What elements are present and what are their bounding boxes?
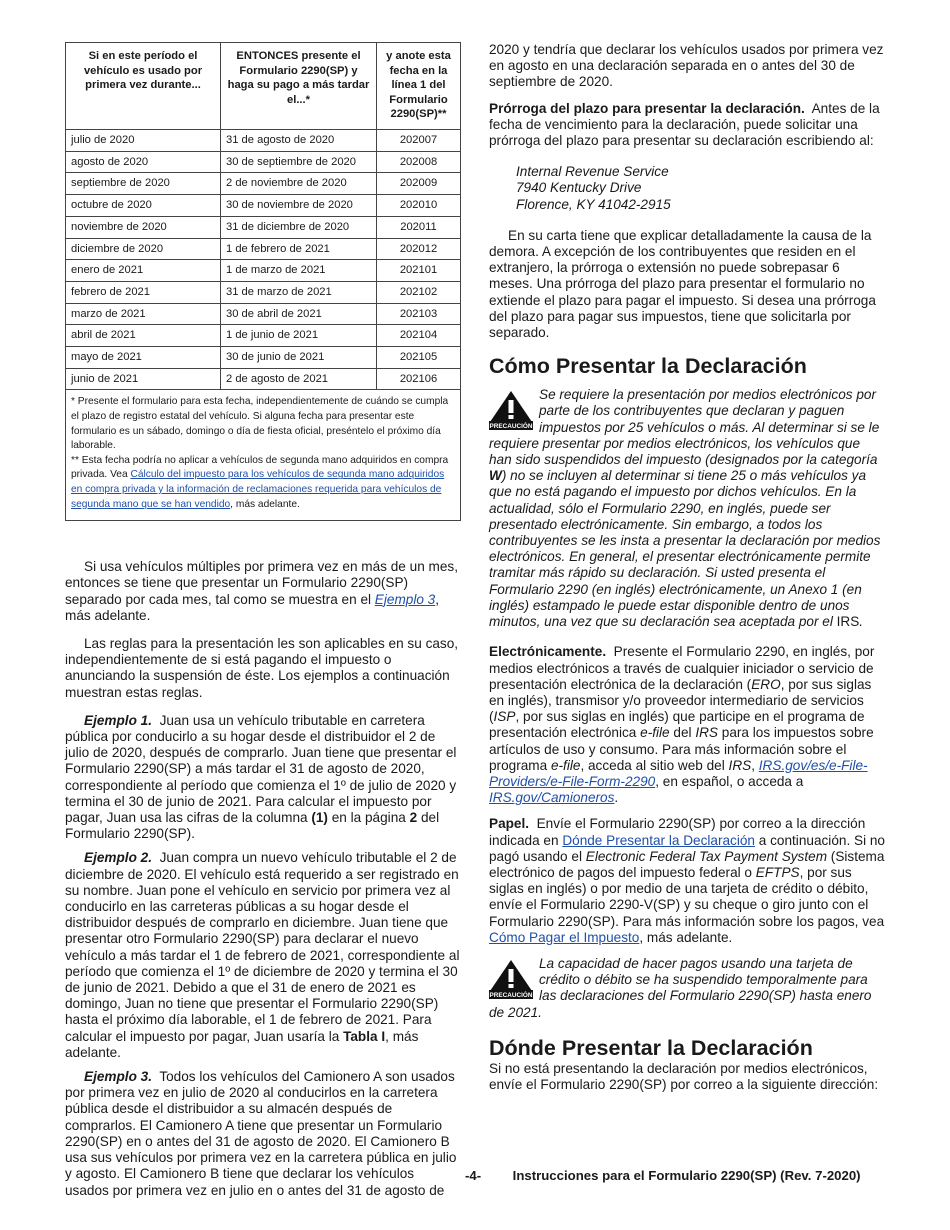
card-caution-text: La capacidad de hacer pagos usando una tarjeta de crédito o débito se ha suspendido temporalmente para las declaraciones del Formulario 2290(SP) hasta enero de 2021. [489,955,872,1020]
table-row [66,195,460,217]
table-cell-line1: 202010 [377,195,461,217]
table-cell-line1: 202011 [377,216,461,238]
table-cell-period: agosto de 2020 [66,151,221,173]
table-cell-due-date: 31 de diciembre de 2020 [221,216,377,238]
how-to-file-heading: Cómo Presentar la Declaración [489,354,807,379]
table-cell-line1: 202101 [377,260,461,282]
address-line-3: Florence, KY 41042-2915 [516,196,671,212]
table-cell-due-date: 1 de febrero de 2021 [221,238,377,260]
table-row [66,260,460,282]
table-cell-line1: 202106 [377,368,461,390]
table-cell-line1: 202008 [377,151,461,173]
address-line-1: Internal Revenue Service [516,164,669,180]
table-cell-period: enero de 2021 [66,260,221,282]
footnote-2-end: , más adelante. [230,498,300,510]
example-1-paragraph: Ejemplo 1. Juan usa un vehículo tributable en carretera pública por conducirlo a su hogar desde el distribuidor el 2 de julio de 2020, después de comprarlo. Juan tiene que presentar el Formulario 2290(SP) a más tardar el 31 de agosto de 2020, correspondiente al período que comienza el 1º de julio de 2020 y termina el 30 de junio de 2021. Para calcular el impuesto por pagar, Juan usa las cifras de la columna (1) en la página 2 del Formulario 2290(SP). [65,712,457,842]
table-row [66,368,460,390]
table-cell-due-date: 2 de agosto de 2021 [221,368,377,390]
table-cell-line1: 202007 [377,130,461,152]
table-cell-due-date: 30 de septiembre de 2020 [221,151,377,173]
table-cell-due-date: 30 de junio de 2021 [221,347,377,369]
example-3-link[interactable]: Ejemplo 3 [374,591,436,607]
table-header-line1: y anote esta fecha en la línea 1 del Formulario 2290(SP)** [377,43,461,130]
how-to-pay-link[interactable]: Cómo Pagar el Impuesto [489,929,640,945]
rules-paragraph: Las reglas para la presentación les son aplicables en su caso, independientemente de si está pagando el impuesto o anunciando la suspensión de éste. Los ejemplos a continuación muestran estas reglas. [65,636,459,700]
table-row [66,347,460,369]
table-cell-period: septiembre de 2020 [66,173,221,195]
efile-caution-block [489,387,886,630]
table-header-due-date: ENTONCES presente el Formulario 2290(SP) y haga su pago a más tardar el...* [221,43,377,130]
table-cell-due-date: 2 de noviembre de 2020 [221,173,377,195]
table-cell-line1: 202103 [377,303,461,325]
card-caution-block [489,956,886,1021]
table-body [66,130,460,390]
left-column [65,42,461,1199]
table-row [66,281,460,303]
used-vehicle-link[interactable]: Cálculo del impuesto para los vehículos de segunda mano adquiridos en compra privada y la información de reclamaciones requerida para vehículos de segunda mano que se han vendido [71,469,445,510]
table-cell-due-date: 31 de marzo de 2021 [221,281,377,303]
table-row [66,151,460,173]
efile-caution-text: Se requiere la presentación por medios electrónicos por parte de los contribuyentes que declaran y paguen impuestos por 25 vehículos o más. Al determinar si se le requiere presentar por medios electrónicos, los vehículos que han sido suspendidos del impuesto (designados por la categoría W) no se incluyen al determinar si tiene 25 o más vehículos ya que no está pagando el impuesto por dichos vehículos. En la actualidad, sólo el Formulario 2290, en inglés, puede ser presentado electrónicamente. Sin embargo, a todos los contribuyentes se les insta a presentar la declaración por medios electrónicos. En general, el presentar electrónicamente permite tramitar más rápido su declaración. Si usted presenta el Formulario 2290 (en inglés) electrónicamente, un Anexo 1 (en inglés) estampado le puede estar disponible dentro de unos minutos, una vez que su declaración sea aceptada por el IRS. [489,387,881,630]
example-3-paragraph: Ejemplo 3. Todos los vehículos del Camionero A son usados por primera vez en julio de 2020 al conducirlos en la carretera pública desde el distribuidor a su almacén después de comprarlos. El Camionero A tiene que presentar un Formulario 2290(SP) en o antes del 31 de agosto de 2020. El Camionero B usa sus vehículos por primera vez en la carretera pública en julio y agosto. El Camionero B tiene que declarar los vehículos usados por primera vez en julio en o antes del 31 de agosto de [65,1069,457,1198]
table-header-row [66,43,460,130]
table-cell-period: diciembre de 2020 [66,238,221,260]
table-cell-line1: 202012 [377,238,461,260]
table-row [66,238,460,260]
due-date-table-grid [66,43,460,390]
table-cell-line1: 202009 [377,173,461,195]
table-header-period: Si en este período el vehículo es usado por primera vez durante... [66,43,221,130]
extension-paragraph: Prórroga del plazo para presentar la declaración. Antes de la fecha de vencimiento para la declaración, puede solicitar una prórroga del plazo para presentar su declaración escribiendo al: [489,100,880,149]
table-cell-due-date: 1 de marzo de 2021 [221,260,377,282]
table-cell-period: julio de 2020 [66,130,221,152]
table-cell-due-date: 30 de abril de 2021 [221,303,377,325]
continued-paragraph: 2020 y tendría que declarar los vehículos usados por primera vez en agosto en una declaración separada en o antes del 30 de septiembre de 2020. [489,42,884,90]
table-cell-due-date: 31 de agosto de 2020 [221,130,377,152]
table-cell-due-date: 1 de junio de 2021 [221,325,377,347]
table-row [66,130,460,152]
camioneros-link[interactable]: IRS.gov/Camioneros [489,790,615,806]
table-cell-period: noviembre de 2020 [66,216,221,238]
table-cell-line1: 202105 [377,347,461,369]
caution-icon-2 [489,959,533,999]
caution-label-2: PRECAUCIÓN [489,992,533,999]
page-footer [465,1168,885,1183]
where-to-file-paragraph: Si no está presentando la declaración por medios electrónicos, envíe el Formulario 2290(SP) por correo a la siguiente dirección: [489,1060,879,1092]
table-row [66,303,460,325]
table-row [66,173,460,195]
table-cell-due-date: 30 de noviembre de 2020 [221,195,377,217]
due-date-table [65,42,461,521]
letter-paragraph: En su carta tiene que explicar detalladamente la causa de la demora. A excepción de los contribuyentes que residen en el extranjero, la prórroga o extensión no puede sobrepasar 6 meses. Una prórroga del plazo para presentar el formulario no extiende el plazo para pagar el impuesto. Si desea una prórroga del plazo para pagar sus impuestos, tiene que solicitarla por separado. [489,227,876,341]
caution-label: PRECAUCIÓN [489,423,533,431]
right-column [489,42,886,1093]
table-footnotes [66,390,460,520]
multiple-vehicles-paragraph: Si usa vehículos múltiples por primera vez en más de un mes, entonces se tiene que presentar un Formulario 2290(SP) separado por cada mes, tal como se muestra en el Ejemplo 3, más adelante. [65,559,458,623]
efile-providers-link[interactable]: IRS.gov/es/e-File-Providers/e-File-Form-2290 [489,757,868,789]
footnote-1: * Presente el formulario para esta fecha, independientemente de cuándo se cumpla el plazo de registro estatal del vehículo. Si alguna fecha para presentar este formulario es un sábado, domingo o día de fiesta oficial, preséntelo el próximo día laborable. [71,396,449,452]
where-to-file-heading: Dónde Presentar la Declaración [489,1035,813,1060]
table-cell-period: junio de 2021 [66,368,221,390]
page-number: -4- [465,1168,482,1183]
table-cell-line1: 202104 [377,325,461,347]
table-row [66,325,460,347]
table-cell-period: marzo de 2021 [66,303,221,325]
caution-icon-graphic [489,390,533,430]
footer-title: Instrucciones para el Formulario 2290(SP) (Rev. 7-2020) [512,1168,861,1183]
table-cell-period: febrero de 2021 [66,281,221,303]
address-line-2: 7940 Kentucky Drive [516,180,642,196]
table-cell-period: abril de 2021 [66,325,221,347]
table-cell-line1: 202102 [377,281,461,303]
electronic-paragraph: Electrónicamente. Presente el Formulario 2290, en inglés, por medios electrónicos a través de cualquier iniciador o servicio de presentación electrónica de la declaración (ERO, por sus siglas en inglés), transmisor y/o proveedor intermediario de servicios (ISP, por sus siglas en inglés) que participe en el programa de presentación electrónica e-file del IRS para los impuestos sobre artículos de uso y consumo. Para más información sobre el programa e-file, acceda al sitio web del IRS, IRS.gov/es/e-File-Providers/e-File-Form-2290, en español, o acceda a IRS.gov/Camioneros. [489,644,875,806]
caution-icon-2-graphic [489,959,533,999]
table-cell-period: octubre de 2020 [66,195,221,217]
irs-address [516,164,886,213]
where-to-file-link[interactable]: Dónde Presentar la Declaración [562,832,755,848]
caution-icon [489,390,533,430]
table-row [66,216,460,238]
footnote-2-text: ** Esta fecha podría no aplicar a vehículos de segunda mano adquiridos en compra privada. Vea [71,454,449,481]
example-2-paragraph: Ejemplo 2. Juan compra un nuevo vehículo tributable el 2 de diciembre de 2020. El vehículo está requerido a ser registrado en su nombre. Juan pone el vehículo en servicio por primera vez al conducirlo en las carreteras públicas a su hogar desde el distribuidor después de comprarlo en diciembre. Juan tiene que presentar otro Formulario 2290(SP) para declarar el nuevo vehículo a más tardar el 1 de febrero de 2021, correspondiente al período que comienza el 1º de diciembre de 2020 y termina el 30 de junio de 2021. Debido a que el 31 de enero de 2021 es domingo, Juan no tiene que presentar el Formulario 2290(SP) hasta el próximo día laborable, el 1 de febrero de 2021. Para calcular el impuesto por pagar, Juan usaría la Tabla I, más adelante. [65,850,460,1060]
table-cell-period: mayo de 2021 [66,347,221,369]
paper-paragraph: Papel. Envíe el Formulario 2290(SP) por correo a la dirección indicada en Dónde Presentar la Declaración a continuación. Si no pagó usando el Electronic Federal Tax Payment System (Sistema electrónico de pagos del impuesto federal o EFTPS, por sus siglas en inglés) o por medio de una tarjeta de crédito o débito, envíe el Formulario 2290-V(SP) y su cheque o giro junto con el Formulario 2290(SP). Para más información sobre los pagos, vea Cómo Pagar el Impuesto, más adelante. [489,816,885,945]
